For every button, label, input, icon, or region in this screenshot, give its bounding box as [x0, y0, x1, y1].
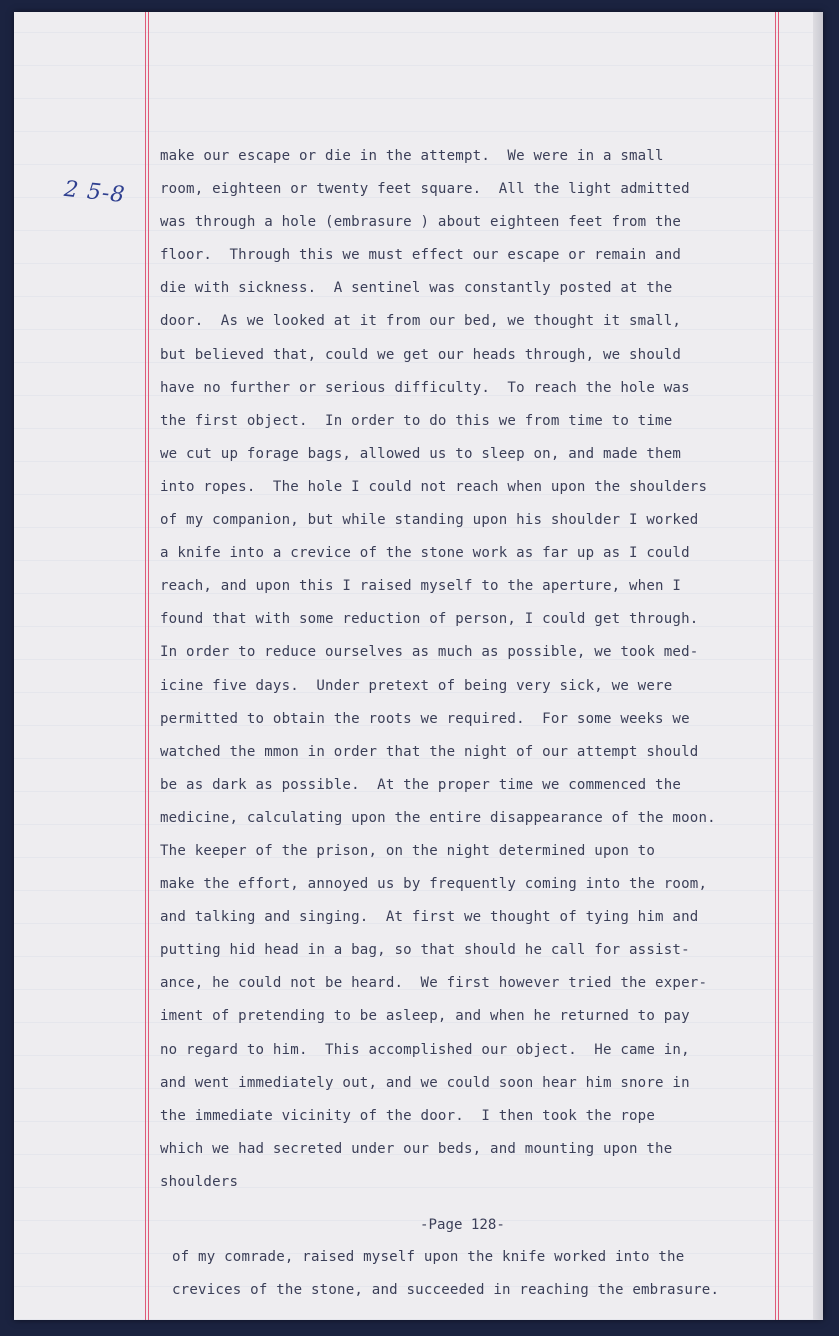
text-line: of my comrade, raised myself upon the knife worked into the	[172, 1249, 685, 1265]
paper-edge	[813, 12, 823, 1320]
text-line: we cut up forage bags, allowed us to sleep on, and made them	[160, 445, 682, 462]
text-line: floor. Through this we must effect our escape or remain and	[160, 247, 682, 264]
text-line: found that with some reduction of person, I could get through.	[160, 611, 699, 628]
continuation-text	[172, 1241, 812, 1307]
text-line: medicine, calculating upon the entire disappearance of the moon.	[160, 809, 716, 826]
text-line: a knife into a crevice of the stone work as far up as I could	[160, 545, 690, 562]
handwritten-margin-note: 2 5-8	[62, 176, 127, 209]
text-line: have no further or serious difficulty. To reach the hole was	[160, 379, 690, 396]
text-line: of my companion, but while standing upon his shoulder I worked	[160, 512, 699, 529]
text-line: which we had secreted under our beds, and mounting upon the	[160, 1140, 673, 1157]
text-line: shoulders	[160, 1173, 239, 1190]
document-page	[14, 12, 823, 1320]
text-line: room, eighteen or twenty feet square. All the light admitted	[160, 181, 690, 198]
text-line: and went immediately out, and we could soon hear him snore in	[160, 1074, 690, 1091]
text-line: In order to reduce ourselves as much as possible, we took med-	[160, 644, 699, 661]
text-line: be as dark as possible. At the proper time we commenced the	[160, 776, 682, 793]
text-line: watched the mmon in order that the night of our attempt should	[160, 743, 699, 760]
text-line: permitted to obtain the roots we required. For some weeks we	[160, 710, 690, 727]
text-line: was through a hole (embrasure ) about eighteen feet from the	[160, 214, 682, 231]
left-margin-rule	[145, 12, 146, 1320]
text-line: into ropes. The hole I could not reach when upon the shoulders	[160, 478, 708, 495]
text-line: crevices of the stone, and succeeded in reaching the embrasure.	[172, 1282, 720, 1299]
text-line: The keeper of the prison, on the night determined upon to	[160, 842, 656, 859]
text-line: die with sickness. A sentinel was constantly posted at the	[160, 280, 673, 297]
text-line: iment of pretending to be asleep, and when he returned to pay	[160, 1008, 690, 1025]
text-line: but believed that, could we get our heads through, we should	[160, 346, 682, 363]
page-number-marker: -Page 128-	[420, 1217, 505, 1233]
text-line: the first object. In order to do this we from time to time	[160, 412, 673, 429]
typed-body-text	[160, 140, 810, 1199]
text-line: the immediate vicinity of the door. I then took the rope	[160, 1107, 656, 1124]
text-line: and talking and singing. At first we thought of tying him and	[160, 909, 699, 926]
text-line: reach, and upon this I raised myself to the aperture, when I	[160, 578, 682, 595]
text-line: putting hid head in a bag, so that should he call for assist-	[160, 942, 690, 959]
text-line: door. As we looked at it from our bed, we thought it small,	[160, 313, 682, 330]
text-line: make the effort, annoyed us by frequently coming into the room,	[160, 876, 708, 893]
text-line: no regard to him. This accomplished our object. He came in,	[160, 1041, 690, 1058]
text-line: make our escape or die in the attempt. We were in a small	[160, 148, 664, 164]
text-line: icine five days. Under pretext of being very sick, we were	[160, 677, 673, 694]
text-line: ance, he could not be heard. We first however tried the exper-	[160, 975, 708, 992]
left-margin-rule-inner	[148, 12, 149, 1320]
